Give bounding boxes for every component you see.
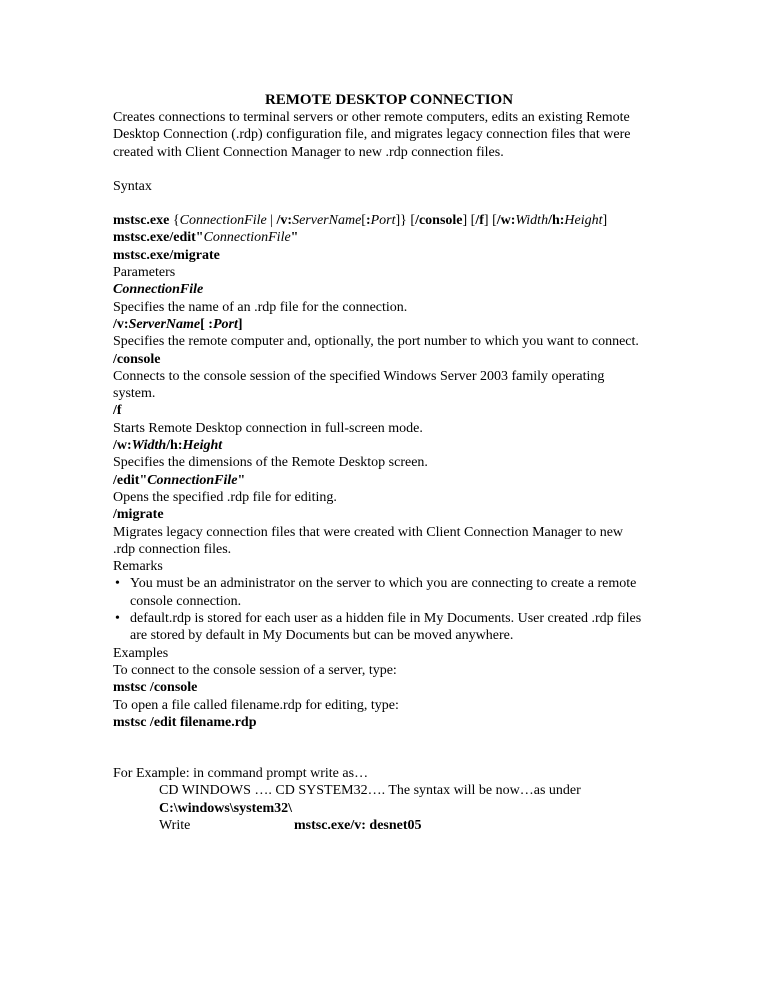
param-migrate-desc: Migrates legacy connection files that were created with Client Connection Manager to new .rdp connection files. <box>113 524 624 557</box>
syntax-line-2: mstsc.exe/edit"ConnectionFile" <box>113 230 299 246</box>
write-command: mstsc.exe/v: desnet05 <box>294 817 422 833</box>
path-line: C:\windows\system32\ <box>159 800 293 816</box>
cd-instruction: CD WINDOWS …. CD SYSTEM32…. The syntax will be now…as under <box>159 783 581 799</box>
remarks-list <box>113 575 643 644</box>
parameters-heading: Parameters <box>113 265 176 281</box>
param-migrate: /migrate <box>113 507 164 523</box>
write-label: Write <box>159 817 191 833</box>
page-title: REMOTE DESKTOP CONNECTION <box>264 92 514 108</box>
param-connection-file: ConnectionFile <box>113 282 204 298</box>
example-2-text: To open a file called filename.rdp for editing, type: <box>113 697 399 713</box>
write-line <box>113 817 643 834</box>
param-edit: /edit"ConnectionFile" <box>113 472 246 488</box>
document-body <box>113 92 643 834</box>
example-1-command: mstsc /console <box>113 680 198 696</box>
bullet-icon: • <box>115 576 120 592</box>
param-server: /v:ServerName[ :Port] <box>113 316 243 332</box>
list-item: • default.rdp is stored for each user as a hidden file in My Documents. User created .rdp files are stored by default in My Documents but can be moved anywhere. <box>115 611 642 644</box>
example-2-command: mstsc /edit filename.rdp <box>113 714 257 730</box>
param-connection-file-desc: Specifies the name of an .rdp file for the connection. <box>113 299 408 315</box>
syntax-line-3: mstsc.exe/migrate <box>113 247 220 263</box>
param-fullscreen-desc: Starts Remote Desktop connection in full-screen mode. <box>113 420 423 436</box>
intro-paragraph: Creates connections to terminal servers or other remote computers, edits an existing Remote Desktop Connection (.rdp) configuration file, and migrates legacy connection files that were created with Client Connection Manager to new .rdp connection files. <box>113 110 631 160</box>
param-edit-desc: Opens the specified .rdp file for editing. <box>113 489 337 505</box>
example-1-text: To connect to the console session of a server, type: <box>113 662 397 678</box>
param-size: /w:Width/h:Height <box>113 438 223 454</box>
bullet-icon: • <box>115 611 120 627</box>
param-size-desc: Specifies the dimensions of the Remote Desktop screen. <box>113 455 428 471</box>
for-example-line: For Example: in command prompt write as… <box>113 766 369 782</box>
syntax-heading: Syntax <box>113 178 152 194</box>
param-console-desc: Connects to the console session of the specified Windows Server 2003 family operating system. <box>113 368 605 402</box>
remarks-heading: Remarks <box>113 559 163 575</box>
param-server-desc: Specifies the remote computer and, optionally, the port number to which you want to connect. <box>113 334 639 350</box>
syntax-line-1: mstsc.exe {ConnectionFile | /v:ServerName[:Port]} [/console] [/f] [/w:Width/h:Height] <box>113 213 608 229</box>
list-item: • You must be an administrator on the server to which you are connecting to create a remote console connection. <box>115 576 637 609</box>
examples-heading: Examples <box>113 645 169 661</box>
param-console: /console <box>113 351 161 367</box>
param-fullscreen: /f <box>113 403 122 419</box>
